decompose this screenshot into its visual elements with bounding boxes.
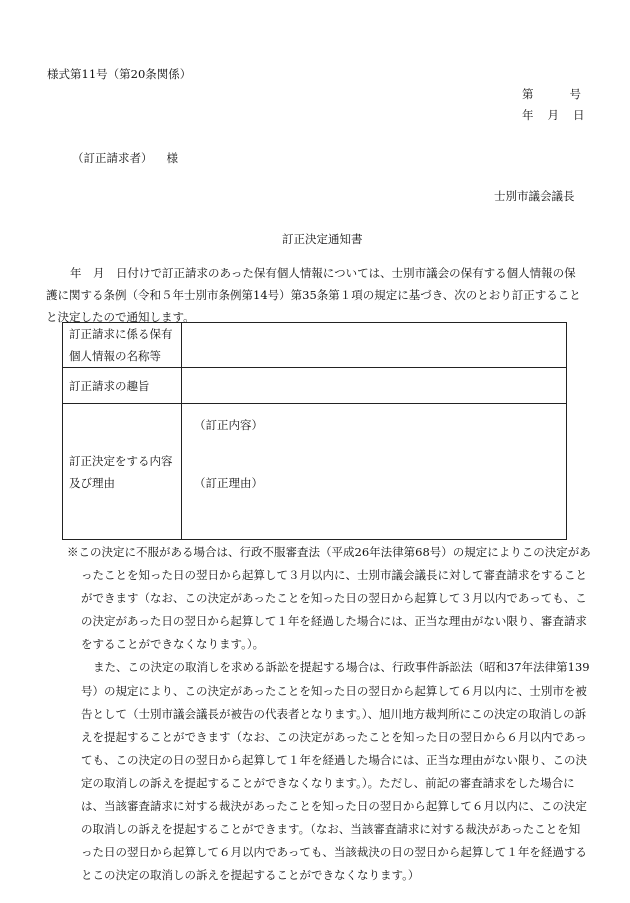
date-day: 日 xyxy=(573,108,585,122)
note-appeal: ※この決定に不服がある場合は、行政不服審査法（平成26年法律第68号）の規定によりこの決定があったことを知った日の翌日から起算して３月以内に、士別市議会議長に対して審査請求をすることができます（なお、この決定があったことを知った日の翌日から起算して３月以内であっても、この決定があった日の翌日から起算して１年を経過した場合には、正当な理由がない限り、審査請求をすることができなくなります。）。 xyxy=(67,545,591,652)
date-year: 年 xyxy=(522,108,534,122)
note-lawsuit: また、この決定の取消しを求める訴訟を提起する場合は、行政事件訴訟法（昭和37年法律第139号）の規定により、この決定があったことを知った日の翌日から起算して６月以内に、士別市を被告として（士別市議会議長が被告の代表者となります。）、旭川地方裁判所にこの決定の取消しの訴えを提起することができます（なお、この決定があったことを知った日の翌日から６月以内であっても、この決定の日の翌日から起算して１年を経過した場合には、正当な理由がない限り、この決定の取消しの訴えを提起することができなくなります。）。ただし、前記の審査請求をした場合には、当該審査請求に対する裁決があったことを知った日の翌日から起算して６月以内に、この決定の取消しの訴えを提起することができます。（なお、当該審査請求に対する裁決があったことを知った日の翌日から起算して６月以内であっても、当該裁決の日の翌日から起算して１年を経過するとこの決定の取消しの訴えを提起することができなくなります。） xyxy=(81,660,590,883)
body-paragraph: 年 月 日付けで訂正請求のあった保有個人情報については、士別市議会の保有する個人情報の保護に関する条例（令和５年士別市条例第14号）第35条第１項の規定に基づき、次のとおり訂正することと決定したので通知します。 xyxy=(46,266,581,324)
date-month: 月 xyxy=(547,108,559,122)
document-number-prefix: 第 xyxy=(522,87,534,101)
table-row xyxy=(63,323,567,368)
form-code: 様式第11号（第20条関係） xyxy=(47,67,192,81)
row3-value xyxy=(182,404,567,540)
document-date xyxy=(522,107,585,123)
document-title: 訂正決定通知書 xyxy=(282,232,363,246)
row2-label: 訂正請求の趣旨 xyxy=(63,368,182,404)
addressee-name: （訂正請求者） xyxy=(72,151,153,165)
table-row xyxy=(63,404,567,540)
correction-table xyxy=(62,322,567,540)
document-number-suffix: 号 xyxy=(569,87,581,101)
correction-content-label: （訂正内容） xyxy=(194,418,263,432)
correction-reason-label: （訂正理由） xyxy=(194,476,263,490)
row2-value xyxy=(182,368,567,404)
issuer: 士別市議会議長 xyxy=(494,189,575,203)
addressee-honorific: 様 xyxy=(166,151,178,165)
addressee xyxy=(72,150,178,166)
document-number xyxy=(522,86,581,102)
table-row xyxy=(63,368,567,404)
row1-value xyxy=(182,323,567,368)
notes xyxy=(67,541,591,887)
row3-label: 訂正決定をする内容及び理由 xyxy=(63,404,182,540)
row1-label: 訂正請求に係る保有個人情報の名称等 xyxy=(63,323,182,368)
